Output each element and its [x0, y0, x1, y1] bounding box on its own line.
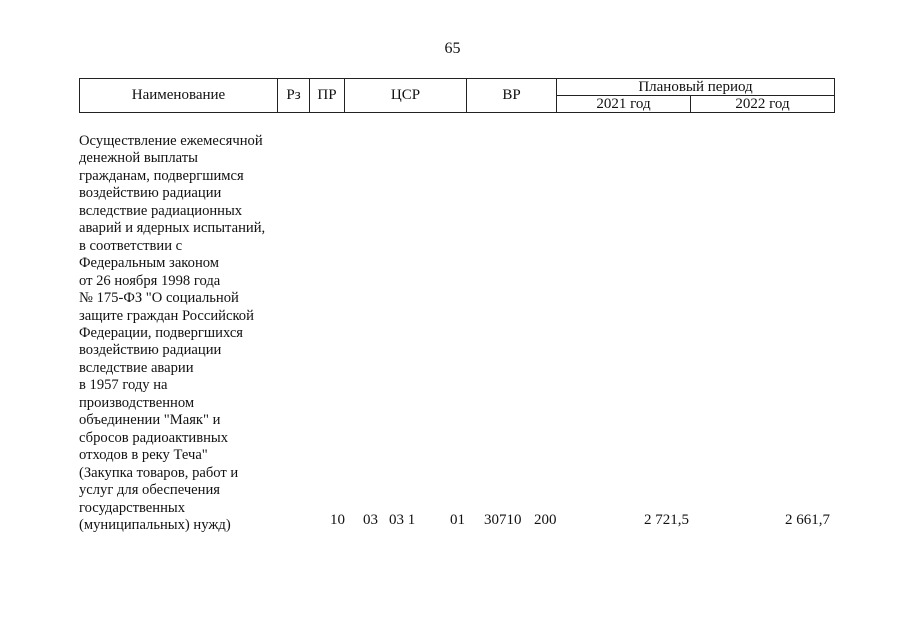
row-description: Осуществление ежемесячной денежной выплаты гражданам, подвергшимся воздействию радиации вследствие радиационных аварий и ядерных испытаний, в соответствии с Федеральным законом от 26 ноября 1998 года № 175-ФЗ "О социальной защите граждан Российской Федерации, подвергшихся воздействию радиации вследствие аварии в 1957 году на производственном объединении "Маяк" и сбросов радиоактивных отходов в реку Теча" (Закупка товаров, работ и услуг для обеспечения государственных (муниципальных) нужд) [79, 133, 266, 533]
column-header-name: Наименование [80, 79, 278, 113]
column-header-csr: ЦСР [345, 79, 467, 113]
row-vr: 200 [534, 512, 557, 528]
column-header-rz: Рз [278, 79, 310, 113]
column-header-vr: ВР [467, 79, 557, 113]
column-header-year-2021: 2021 год [557, 96, 691, 113]
table-header [79, 78, 835, 113]
row-csr-subprogram: 01 [450, 512, 465, 528]
row-csr-direction: 30710 [484, 512, 522, 528]
column-header-year-2022: 2022 год [691, 96, 835, 113]
column-header-planning-period: Плановый период [557, 79, 835, 96]
page-number: 65 [444, 40, 461, 57]
row-amount-2022: 2 661,7 [785, 512, 830, 528]
row-rz: 10 [330, 512, 345, 528]
row-pr: 03 [363, 512, 378, 528]
row-csr-program: 03 1 [389, 512, 416, 528]
column-header-pr: ПР [310, 79, 345, 113]
row-amount-2021: 2 721,5 [644, 512, 689, 528]
